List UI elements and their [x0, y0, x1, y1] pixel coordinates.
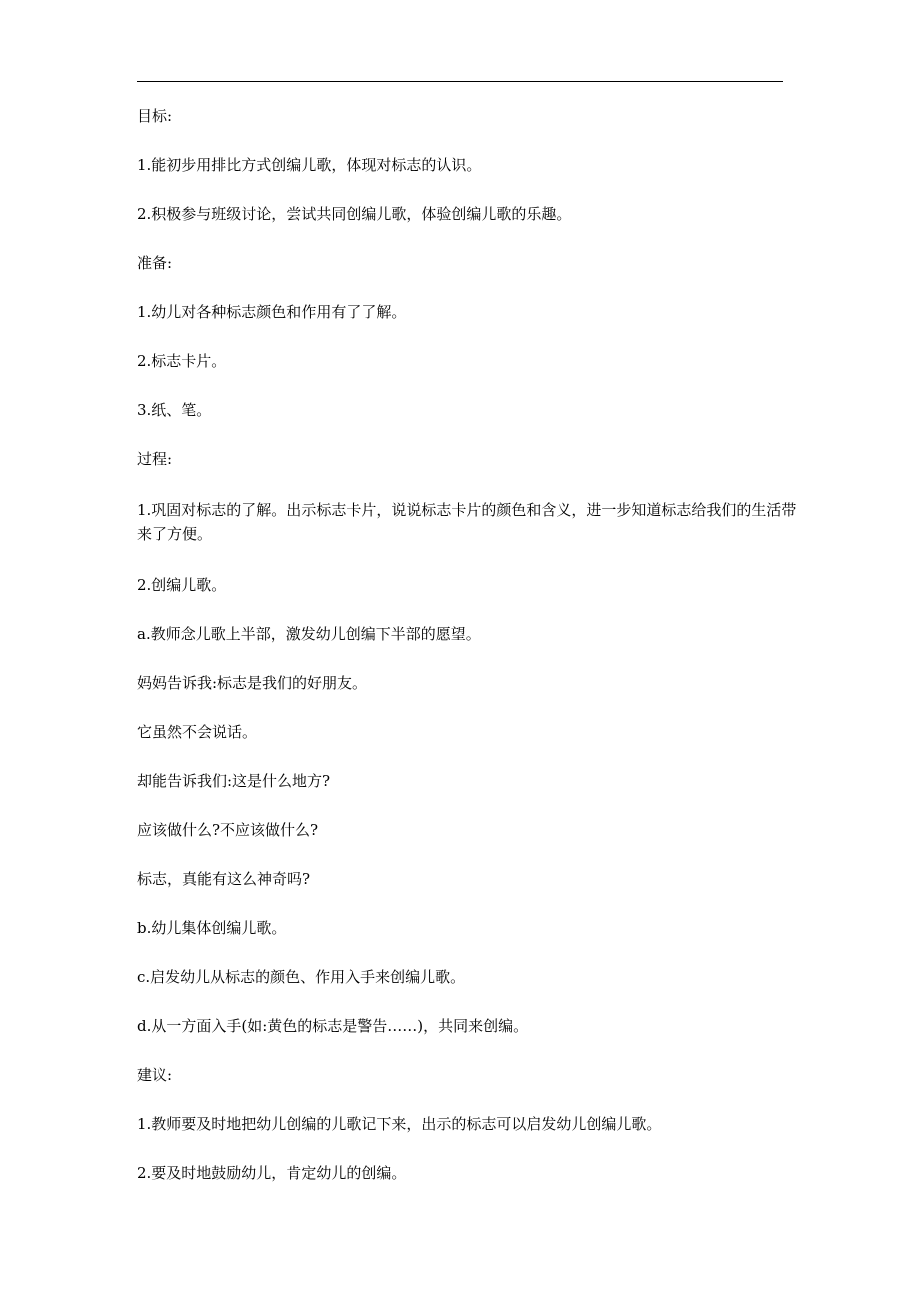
process-item-1: 1.巩固对标志的了解。出示标志卡片，说说标志卡片的颜色和含义，进一步知道标志给我们的生活带来了方便。: [137, 501, 797, 543]
poem-line-2: 它虽然不会说话。: [137, 723, 258, 741]
goal-item-1: 1.能初步用排比方式创编儿歌，体现对标志的认识。: [137, 156, 482, 174]
document-body: [137, 106, 797, 1212]
poem-line-1: 妈妈告诉我:标志是我们的好朋友。: [137, 674, 368, 692]
section-heading-preparation: 准备:: [137, 254, 173, 272]
process-step-c: c.启发幼儿从标志的颜色、作用入手来创编儿歌。: [137, 968, 466, 986]
process-step-a: a.教师念儿歌上半部，激发幼儿创编下半部的愿望。: [137, 625, 481, 643]
section-heading-process: 过程:: [137, 450, 173, 468]
process-item-2: 2.创编儿歌。: [137, 576, 227, 594]
process-step-b: b.幼儿集体创编儿歌。: [137, 919, 287, 937]
suggestion-item-2: 2.要及时地鼓励幼儿，肯定幼儿的创编。: [137, 1164, 407, 1182]
poem-line-5: 标志，真能有这么神奇吗?: [137, 870, 311, 888]
poem-line-3: 却能告诉我们:这是什么地方?: [137, 772, 331, 790]
preparation-item-2: 2.标志卡片。: [137, 352, 227, 370]
section-heading-goals: 目标:: [137, 107, 173, 125]
suggestion-item-1: 1.教师要及时地把幼儿创编的儿歌记下来，出示的标志可以启发幼儿创编儿歌。: [137, 1115, 662, 1133]
poem-line-4: 应该做什么?不应该做什么?: [137, 821, 319, 839]
process-step-d: d.从一方面入手(如:黄色的标志是警告……)，共同来创编。: [137, 1017, 529, 1035]
preparation-item-1: 1.幼儿对各种标志颜色和作用有了了解。: [137, 303, 407, 321]
preparation-item-3: 3.纸、笔。: [137, 401, 212, 419]
header-rule: [137, 81, 783, 82]
section-heading-suggestions: 建议:: [137, 1066, 173, 1084]
goal-item-2: 2.积极参与班级讨论，尝试共同创编儿歌，体验创编儿歌的乐趣。: [137, 205, 572, 223]
